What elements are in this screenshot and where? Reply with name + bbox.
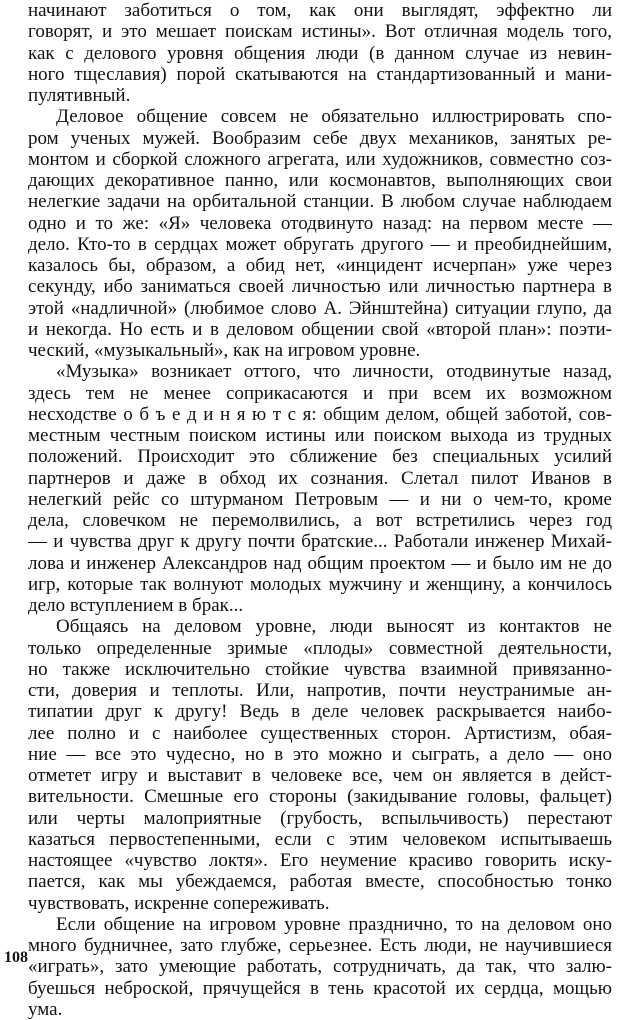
text-line: дело. Кто-то в сердцах может обругать другого — и преобиднейшим,	[28, 233, 612, 255]
text-line: дело вступлением в брак...	[28, 595, 244, 616]
text-line: настоящее «чувство локтя». Его неумение красиво говорить иску-	[28, 850, 612, 871]
page-number: 108	[4, 949, 28, 966]
text-line: несходстве о б ъ е д и н я ю т с я: общим делом, общей заботой, сов-	[28, 403, 612, 425]
text-line: секунду, ибо заниматься своей личностью или личностью партнера в	[28, 276, 612, 298]
text-line: буешься неброской, прячущейся в тень красотой их сердца, мощью	[28, 977, 612, 999]
text-line: начинают заботиться о том, как они выглядят, эффектно ли	[28, 0, 612, 21]
text-line: отметет игру и выставит в человеке все, чем он является в дейст-	[28, 765, 612, 786]
text-line: много будничнее, зато глубже, серьезнее. Есть люди, не научившиеся	[28, 935, 612, 956]
text-line: и некогда. Но есть и в деловом общении свой «второй план»: поэти-	[28, 318, 612, 340]
text-line: казалось бы, образом, а обид нет, «инцидент исчерпан» уже через	[28, 255, 612, 276]
text-line: казаться первостепенными, если с этим человеком испытываешь	[28, 828, 612, 850]
text-line: лее полно и с наиболее существенных сторон. Артистизм, обая-	[28, 722, 612, 744]
text-line: партнеров и даже в обход их сознания. Слетал пилот Иванов в	[28, 467, 612, 489]
text-line: положений. Происходит это сближение без специальных усилий	[28, 446, 612, 468]
text-line: сти, доверия и теплоты. Или, напротив, почти неустранимые ан-	[28, 680, 612, 701]
paragraph-first-line: Общаясь на деловом уровне, люди выносят из контактов не	[56, 616, 612, 638]
text-line: дающих декоративное панно, или космонавтов, выполняющих свои	[28, 170, 612, 191]
text-line: говорят, и это мешает поискам истины». Вот отличная модель того,	[28, 21, 612, 43]
text-line: монтом и сборкой сложного агрегата, или художников, совместно соз-	[28, 148, 612, 170]
text-line: ние — все это чудесно, но в это можно и сыграть, а дело — оно	[28, 743, 612, 765]
text-line: типатии друг к другу! Ведь в деле человек раскрывается наибо-	[28, 701, 612, 723]
text-line: вительности. Смешные его стороны (закидывание головы, фальцет)	[28, 786, 612, 808]
body-text	[28, 0, 612, 1020]
text-line: только определенные зримые «плоды» совместной деятельности,	[28, 637, 612, 659]
text-line: но также исключительно стойкие чувства взаимной привязанно-	[28, 658, 612, 680]
paragraph-first-line: Деловое общение совсем не обязательно иллюстрировать спо-	[56, 106, 612, 128]
text-line: как с делового уровня общения люди (в данном случае из невин-	[28, 42, 612, 64]
paragraph-first-line: «Музыка» возникает оттого, что личности, отодвинутые назад,	[56, 361, 612, 383]
text-line: нелегкий рейс со штурманом Петровым — и ни о чем-то, кроме	[28, 488, 612, 510]
text-line: игр, которые так волнуют молодых мужчину и женщину, а кончилось	[28, 573, 612, 595]
text-line: лова и инженер Александров над общим проектом — и было им не до	[28, 552, 612, 574]
text-line: нелегкие задачи на орбитальной станции. В любом случае наблюдаем	[28, 191, 612, 213]
text-line: одно и то же: «Я» человека отодвинуто назад: на первом месте —	[28, 212, 612, 234]
text-line: пается, как мы убеждаемся, работая вместе, способностью тонко	[28, 871, 612, 893]
text-line: пулятивный.	[28, 85, 131, 106]
text-line: ума.	[28, 998, 63, 1020]
text-line: «играть», зато умеющие работать, сотрудничать, да так, что залю-	[28, 956, 612, 978]
text-line: ного тщеславия) порой скатываются на стандартизованный и мани-	[28, 63, 612, 85]
text-line: или черты малоприятные (грубость, вспыльчивость) перестают	[28, 807, 612, 829]
text-line: местным честным поиском истины или поиском выхода из трудных	[28, 425, 612, 446]
text-line: здесь тем не менее соприкасаются и при всем их возможном	[28, 382, 612, 404]
paragraph-first-line: Если общение на игровом уровне празднично, то на деловом оно	[56, 913, 612, 935]
text-line: — и чувства друг к другу почти братские... Работали инженер Михай-	[28, 531, 612, 553]
text-line: ром ученых мужей. Вообразим себе двух механиков, занятых ре-	[28, 127, 612, 149]
text-line: этой «надличной» (любимое слово А. Эйнштейна) ситуации глупо, да	[28, 297, 612, 319]
text-line: дела, словечком не перемолвились, а вот встретились через год	[28, 510, 612, 531]
text-line: ческий, «музыкальный», как на игровом уровне.	[28, 340, 421, 361]
text-line: чувствовать, искренне сопереживать.	[28, 892, 330, 914]
